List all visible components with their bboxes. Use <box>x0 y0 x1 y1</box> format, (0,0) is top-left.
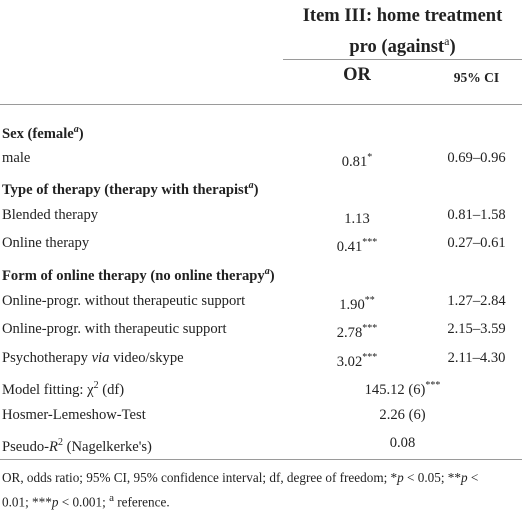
fit-row-pseudo-r2: Pseudo-$R^2$ (Nagelkerke's) 0.08 <box>2 435 416 455</box>
table-bottom-rule <box>0 459 522 460</box>
table-row: Psychotherapy via video/skype 3.02*** 2.11–4.30 <box>2 350 506 370</box>
table-row: male 0.81* 0.69–0.96 <box>2 150 506 170</box>
table-row: Online therapy 0.41*** 0.27–0.61 <box>2 235 506 255</box>
table-row: Online-progr. with therapeutic support 2.78*** 2.15–3.59 <box>2 321 506 341</box>
header-title: Item III: home treatment pro (against$^a$) <box>302 6 503 58</box>
column-header-ci: 95% CI <box>453 70 500 85</box>
section-row-sex: Sex (female$^a$) <box>2 124 84 142</box>
fit-row-model-fitting: Model fitting: $\chi^2$ (df) 145.12 (6)*** <box>2 380 441 398</box>
table-footnote: OR, odds ratio; 95% CI, 95% confidence interval; df, degree of freedom; *p < 0.05; **p < 0.01; ***p < 0.001; $^a$ reference. <box>2 470 479 510</box>
header-bottom-rule <box>0 104 522 105</box>
section-row-form-of-online-therapy: Form of online therapy (no online therapy$^a$) <box>2 266 275 284</box>
fit-row-hosmer-lemeshow: Hosmer-Lemeshow-Test 2.26 (6) <box>2 407 426 423</box>
section-row-type-of-therapy: Type of therapy (therapy with therapist$^a$) <box>2 180 259 198</box>
column-header-or: OR <box>343 65 371 85</box>
table-row: Online-progr. without therapeutic support 1.90** 1.27–2.84 <box>2 293 506 313</box>
table-row: Blended therapy 1.13 0.81–1.58 <box>2 207 506 227</box>
header-rule <box>283 59 522 60</box>
